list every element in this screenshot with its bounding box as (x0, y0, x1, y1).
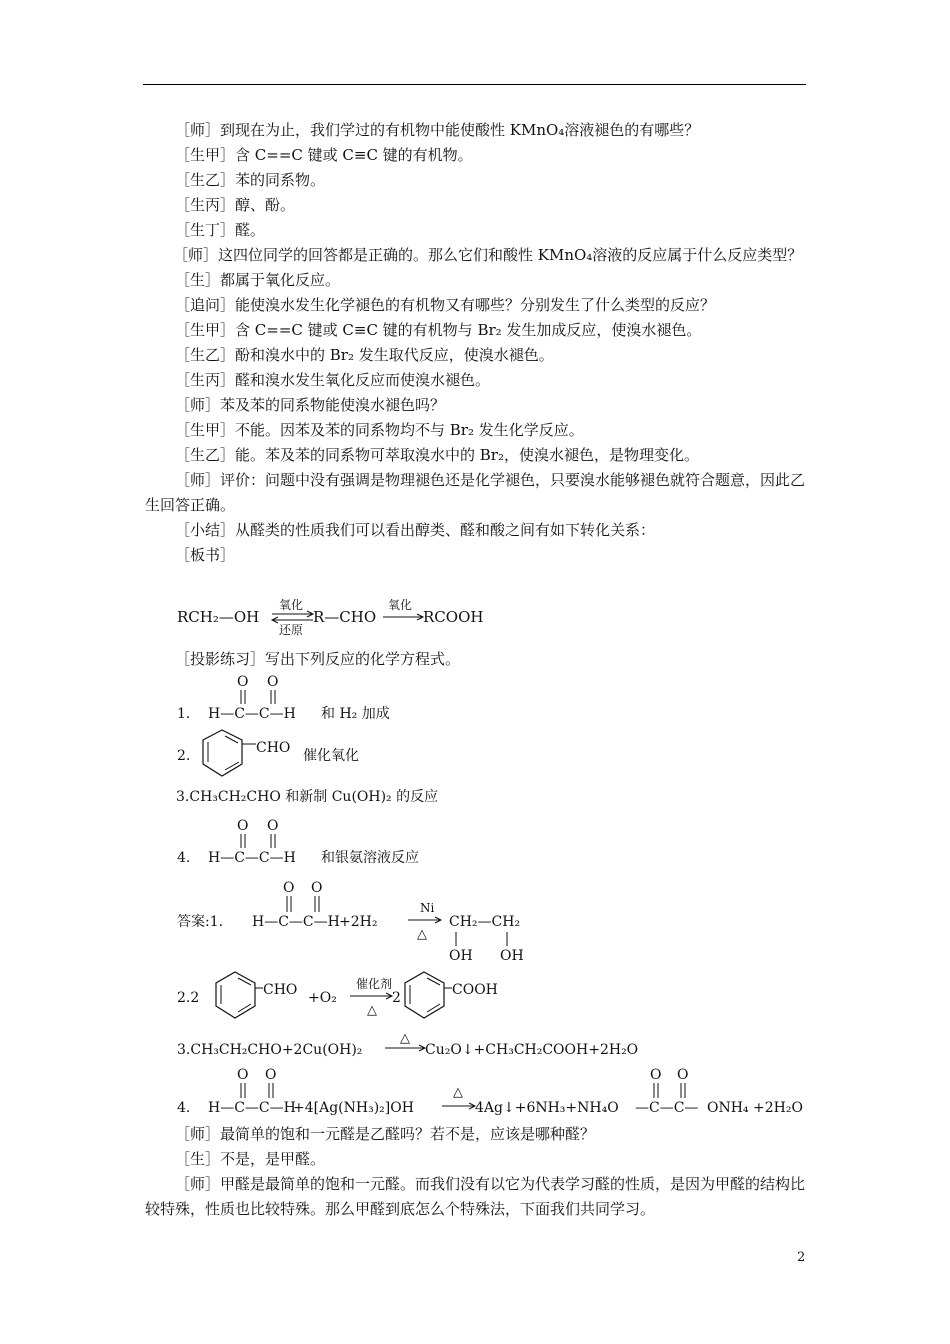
svg-text:△: △ (367, 1003, 377, 1018)
svg-text:答案:1.: 答案:1. (177, 914, 224, 930)
svg-text:△: △ (453, 1085, 463, 1100)
svg-text:CHO: CHO (256, 740, 291, 756)
question-4 (145, 814, 565, 870)
svg-text:O: O (237, 674, 249, 690)
benzene-ring-icon (405, 972, 444, 1018)
svg-text:O: O (237, 1067, 249, 1083)
answer-1 (145, 874, 565, 966)
paragraph: ［追问］能使溴水发生化学褪色的有机物又有哪些？分别发生了什么类型的反应？ (175, 296, 716, 314)
svg-text:H—C—C—H: H—C—C—H (208, 706, 296, 722)
practice-title: ［投影练习］写出下列反应的化学方程式。 (175, 650, 461, 668)
svg-text:4.: 4. (177, 850, 191, 866)
scheme-arrow1-bottom: 还原 (279, 623, 304, 637)
benzene-ring-icon (216, 972, 255, 1018)
answer-2 (145, 966, 565, 1026)
question-2 (145, 726, 565, 782)
paragraph: ［生］不是，是甲醛。 (175, 1150, 326, 1168)
question-3: 3.CH₃CH₂CHO 和新制 Cu(OH)₂ 的反应 (176, 789, 439, 805)
answer-3 (145, 1030, 705, 1062)
svg-text:OH: OH (500, 948, 524, 964)
svg-text:△: △ (417, 927, 427, 942)
svg-text:O: O (267, 674, 279, 690)
svg-text:3.CH₃CH₂CHO+2Cu(OH)₂: 3.CH₃CH₂CHO+2Cu(OH)₂ (177, 1042, 363, 1058)
paragraph: ［师］苯及苯的同系物能使溴水褪色吗？ (175, 396, 446, 414)
svg-text:和 H₂ 加成: 和 H₂ 加成 (321, 706, 390, 722)
scheme-acid: RCOOH (423, 608, 484, 626)
paragraph: ［生甲］不能。因苯及苯的同系物均不与 Br₂ 发生化学反应。 (175, 421, 584, 439)
svg-text:△: △ (400, 1031, 410, 1046)
paragraph: ［生乙］酚和溴水中的 Br₂ 发生取代反应，使溴水褪色。 (175, 346, 554, 364)
scheme-aldehyde: R—CHO (313, 608, 377, 626)
svg-text:2: 2 (392, 990, 401, 1006)
paragraph: ［生］都属于氧化反应。 (175, 271, 341, 289)
svg-text:—C—C—: —C—C— (635, 1100, 699, 1116)
svg-text:2.2: 2.2 (177, 990, 200, 1006)
paragraph: ［师］甲醛是最简单的饱和一元醛。而我们没有以它为代表学习醛的性质，是因为甲醛的结构比较特殊，性质也比较特殊。那么甲醛到底怎么个特殊法，下面我们共同学习。 (145, 1175, 806, 1218)
scheme-arrow2-top: 氧化 (388, 598, 413, 612)
svg-text:催化氧化: 催化氧化 (303, 748, 359, 764)
svg-text:OH: OH (449, 948, 473, 964)
svg-text:2.: 2. (177, 748, 191, 764)
svg-text:Ni: Ni (420, 901, 435, 915)
svg-text:H—C—C—H: H—C—C—H (208, 850, 296, 866)
svg-text:O: O (650, 1067, 662, 1083)
answer-4 (145, 1064, 807, 1120)
paragraph: ［生甲］含 C==C 键或 C≡C 键的有机物。 (175, 146, 473, 164)
paragraph: ［生甲］含 C==C 键或 C≡C 键的有机物与 Br₂ 发生加成反应，使溴水褪色。 (175, 321, 702, 339)
paragraph: ［小结］从醛类的性质我们可以看出醇类、醛和酸之间有如下转化关系： (175, 521, 656, 539)
paragraph: ［师］评价：问题中没有强调是物理褪色还是化学褪色，只要溴水能够褪色就符合题意，因此乙生回答正确。 (145, 471, 806, 514)
conversion-scheme (145, 592, 565, 638)
svg-text:CHO: CHO (263, 982, 298, 998)
scheme-alcohol: RCH₂—OH (177, 608, 260, 626)
paragraph: ［师］这四位同学的回答都是正确的。那么它们和酸性 KMnO₄溶液的反应属于什么反应类型？ (173, 246, 803, 264)
svg-text:O: O (283, 880, 295, 896)
svg-text:和银氨溶液反应: 和银氨溶液反应 (321, 850, 419, 866)
svg-text:H—C—C—H: H—C—C—H (252, 914, 340, 930)
svg-text:+2H₂: +2H₂ (339, 914, 378, 930)
svg-text:1.: 1. (177, 706, 191, 722)
page-number: 2 (797, 1250, 806, 1265)
svg-text:O: O (237, 818, 249, 834)
svg-text:CH₂—CH₂: CH₂—CH₂ (449, 914, 521, 930)
svg-text:催化剂: 催化剂 (356, 977, 393, 991)
svg-text:O: O (677, 1067, 689, 1083)
svg-text:O: O (267, 818, 279, 834)
svg-text:+4[Ag(NH₃)₂]OH: +4[Ag(NH₃)₂]OH (293, 1100, 414, 1116)
svg-text:4.: 4. (177, 1100, 191, 1116)
paragraph: ［生丙］醇、酚。 (175, 196, 296, 214)
paragraph: ［生丁］醛。 (175, 221, 266, 239)
paragraph: ［生丙］醛和溴水发生氧化反应而使溴水褪色。 (175, 371, 491, 389)
benzene-ring-icon (203, 730, 242, 776)
svg-text:O: O (265, 1067, 277, 1083)
svg-text:COOH: COOH (452, 982, 498, 998)
paragraph: ［师］最简单的饱和一元醛是乙醛吗？若不是，应该是哪种醛？ (175, 1125, 596, 1143)
question-1 (145, 672, 565, 726)
closing-text (145, 1122, 807, 1222)
paragraph: ［生乙］苯的同系物。 (175, 171, 326, 189)
scheme-arrow1-top: 氧化 (279, 598, 304, 612)
svg-text:O: O (311, 880, 323, 896)
paragraph: ［生乙］能。苯及苯的同系物可萃取溴水中的 Br₂，使溴水褪色，是物理变化。 (175, 446, 699, 464)
svg-text:+O₂: +O₂ (308, 990, 337, 1006)
svg-text:ONH₄ +2H₂O: ONH₄ +2H₂O (707, 1100, 803, 1116)
svg-text:H—C—C—H: H—C—C—H (208, 1100, 296, 1116)
paragraph: ［师］到现在为止，我们学过的有机物中能使酸性 KMnO₄溶液褪色的有哪些？ (175, 121, 700, 139)
lesson-text (145, 118, 807, 568)
svg-text:4Ag↓+6NH₃+NH₄O: 4Ag↓+6NH₃+NH₄O (475, 1100, 619, 1116)
svg-text:Cu₂O↓+CH₃CH₂COOH+2H₂O: Cu₂O↓+CH₃CH₂COOH+2H₂O (425, 1042, 639, 1058)
paragraph: ［板书］ (175, 546, 236, 564)
header-rule (143, 84, 806, 85)
